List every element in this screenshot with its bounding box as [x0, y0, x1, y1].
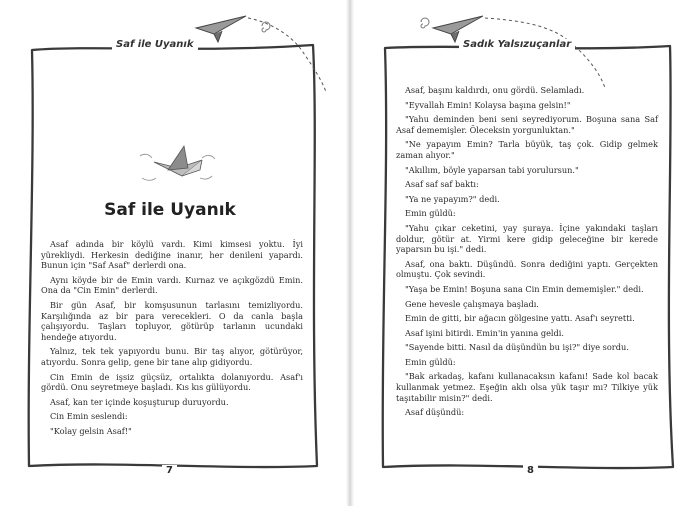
paragraph: "Yahu çıkar ceketini, yay şuraya. İçine yakındaki taşları doldur, götür at. Yirmi kere gidip geleceğine bir kerede yaparsın bu işi." dedi. [396, 222, 658, 255]
paper-plane-icon [196, 16, 246, 42]
paragraph: "Yahu deminden beni seni seyrediyorum. Boşuna sana Saf Asaf dememişler. Öleceksin yorgunluktan." [396, 114, 658, 135]
paragraph: Gene hevesle çalışmaya başladı. [405, 298, 539, 309]
chapter-title: Saf ile Uyanık [104, 200, 236, 220]
paragraph: Emin güldü: [405, 356, 456, 367]
paragraph: Asaf düşündü: [405, 407, 465, 418]
paragraph: Asaf saf saf baktı: [405, 179, 479, 190]
paragraph: Cin Emin de işsiz güçsüz, ortalıkta dolanıyordu. Asaf'ı gördü. Onu seyretmeye başladı. Kıs kıs gülüyordu. [41, 371, 303, 393]
paragraph: Yalnız, tek tek yapıyordu bunu. Bir taş alıyor, götürüyor, atıyordu. Sonra gelip, gene bir tane alıp gidiyordu. [41, 346, 303, 367]
left-body-text [41, 239, 303, 441]
paragraph: Aynı köyde bir de Emin vardı. Kurnaz ve açıkgözdü Emin. Ona da "Cin Emin" derlerdi. [41, 274, 303, 296]
book-gutter [346, 0, 354, 506]
paragraph: "Ne yapayım Emin? Tarla büyük, taş çok. Gidip gelmek zaman alıyor." [396, 139, 658, 160]
page-number: 7 [162, 465, 177, 476]
paragraph: Emin güldü: [405, 208, 456, 219]
paragraph: "Kolay gelsin Asaf!" [50, 425, 132, 436]
paragraph: Asaf adında bir köylü vardı. Kimi kimsesi yoktu. İyi yürekliydi. Herkesin dediğine inanır, her denileni yapardı. Bunun için "Saf Asaf" derlerdi ona. [41, 239, 303, 271]
paragraph: Cin Emin seslendi: [50, 411, 128, 422]
paragraph: "Bak arkadaş, kafanı kullanacaksın kafanı! Sade kol bacak kullanmak yetmez. Eşeğin aklı olsa yük taşır mı? Tilkiye yük taşıtabilir misin?" dedi. [396, 371, 658, 403]
right-page [355, 0, 700, 506]
running-header-author: Sadık Yalsızuçanlar [459, 39, 575, 50]
paragraph: Emin de gitti, bir ağacın gölgesine yattı. Asaf'ı seyretti. [405, 313, 635, 324]
paragraph: "Yaşa be Emin! Boşuna sana Cin Emin dememişler." dedi. [405, 283, 644, 294]
paragraph: "Sayende bitti. Nasıl da düşündün bu işi?" diye sordu. [405, 342, 629, 353]
paragraph: "Eyvallah Emin! Kolaysa başına gelsin!" [405, 99, 571, 110]
paper-boat-icon [154, 146, 202, 176]
running-header-title: Saf ile Uyanık [112, 39, 198, 50]
paragraph: Asaf, ona baktı. Düşündü. Sonra dediğini yaptı. Gerçekten olmuştu. Çok sevindi. [396, 258, 658, 280]
paragraph: "Akıllım, böyle yaparsan tabi yorulursun." [405, 164, 579, 175]
paragraph: Bir gün Asaf, bir komşusunun tarlasını temizliyordu. Karşılığında az bir para verecekleri. O da canla başla çalışıyordu. Taşları topluyor, götürüp tarlanın ucundaki hendeğe atıyordu. [41, 299, 303, 342]
paragraph: "Ya ne yapayım?" dedi. [405, 193, 500, 204]
paragraph: Asaf işini bitirdi. Emin'in yanına geldi. [405, 327, 565, 338]
swirl-icon [421, 18, 429, 28]
page-number: 8 [523, 465, 538, 476]
paragraph: Asaf, kan ter içinde koşuşturup duruyordu. [50, 396, 229, 407]
paragraph: Asaf, başını kaldırdı, onu gördü. Selamladı. [405, 85, 585, 95]
left-page [0, 0, 345, 506]
right-body-text [396, 85, 658, 422]
flight-path-dashed [485, 18, 605, 88]
